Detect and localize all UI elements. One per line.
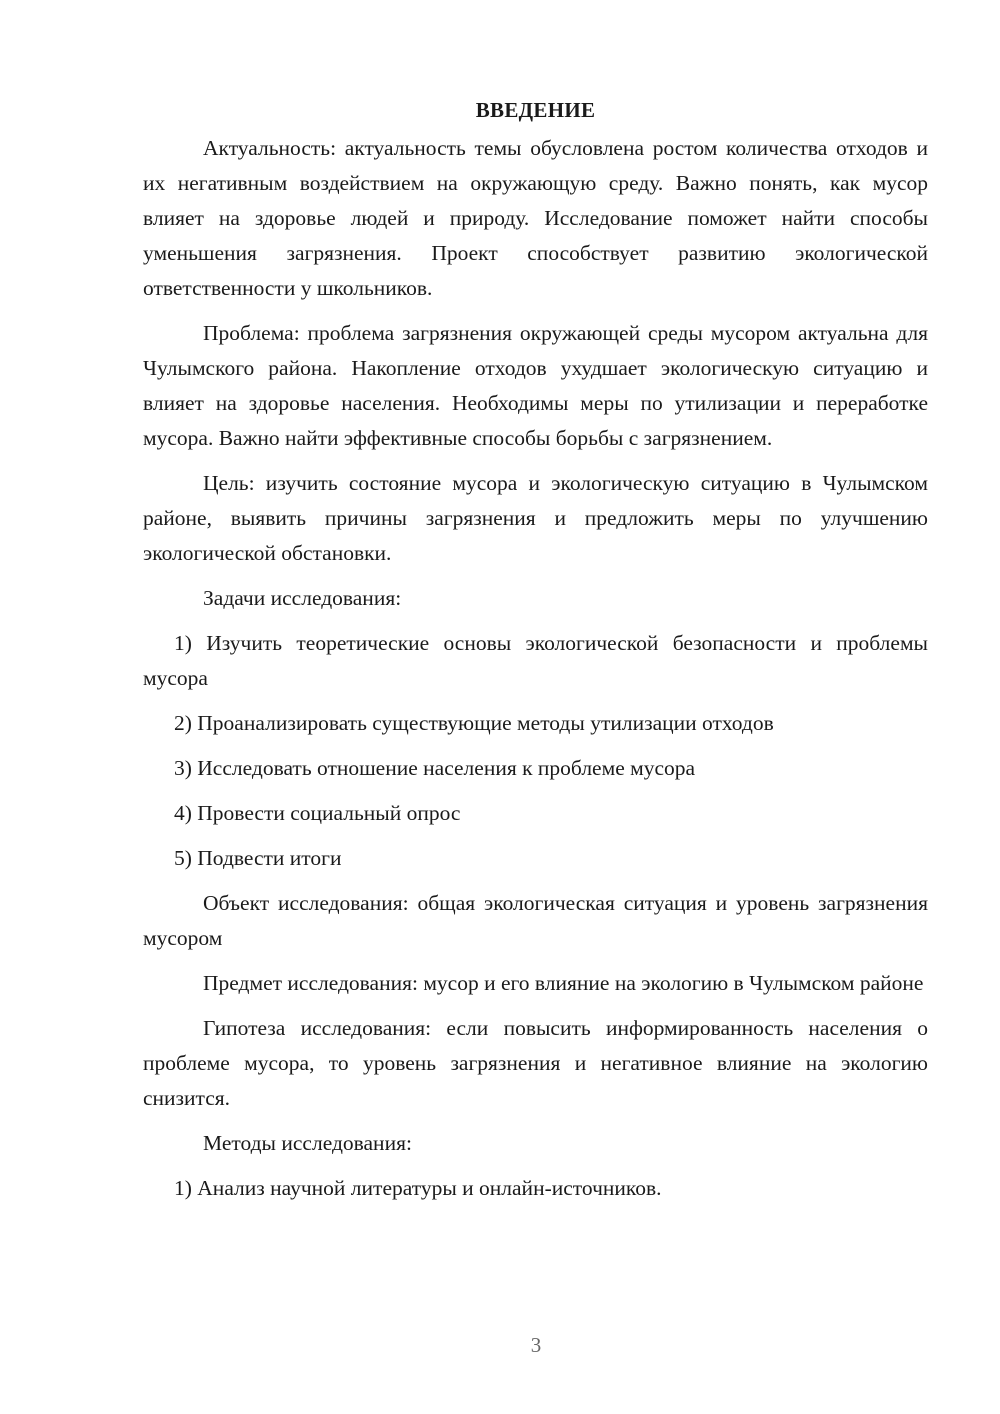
page-content (143, 92, 928, 1206)
section-heading: ВВЕДЕНИЕ (475, 98, 596, 122)
methods-title: Методы исследования: (203, 1131, 412, 1155)
subject-paragraph: Предмет исследования: мусор и его влияние на экологию в Чулымском районе (203, 971, 924, 995)
goal-paragraph: Цель: изучить состояние мусора и экологическую ситуацию в Чулымском районе, выявить причины загрязнения и предложить меры по улучшению экологической обстановки. (143, 471, 928, 565)
method-item-1: 1) Анализ научной литературы и онлайн-источников. (174, 1176, 662, 1200)
hypothesis-paragraph: Гипотеза исследования: если повысить информированность населения о проблеме мусора, то уровень загрязнения и негативное влияние на экологию снизится. (143, 1016, 928, 1110)
tasks-title: Задачи исследования: (203, 586, 402, 610)
problem-paragraph: Проблема: проблема загрязнения окружающей среды мусором актуальна для Чулымского района. Накопление отходов ухудшает экологическую ситуацию и влияет на здоровье населения. Необходимы меры по утилизации и переработке мусора. Важно найти эффективные способы борьбы с загрязнением. (143, 321, 928, 450)
task-item-1: 1) Изучить теоретические основы экологической безопасности и проблемы мусора (143, 631, 928, 690)
relevance-paragraph: Актуальность: актуальность темы обусловлена ростом количества отходов и их негативным воздействием на окружающую среду. Важно понять, как мусор влияет на здоровье людей и природу. Исследование поможет найти способы уменьшения загрязнения. Проект способствует развитию экологической ответственности у школьников. (143, 136, 928, 300)
page-number: 3 (530, 1333, 542, 1357)
task-item-5: 5) Подвести итоги (174, 846, 342, 870)
task-item-3: 3) Исследовать отношение населения к проблеме мусора (174, 756, 696, 780)
object-paragraph: Объект исследования: общая экологическая ситуация и уровень загрязнения мусором (143, 891, 928, 950)
task-item-2: 2) Проанализировать существующие методы утилизации отходов (174, 711, 774, 735)
task-item-4: 4) Провести социальный опрос (174, 801, 461, 825)
